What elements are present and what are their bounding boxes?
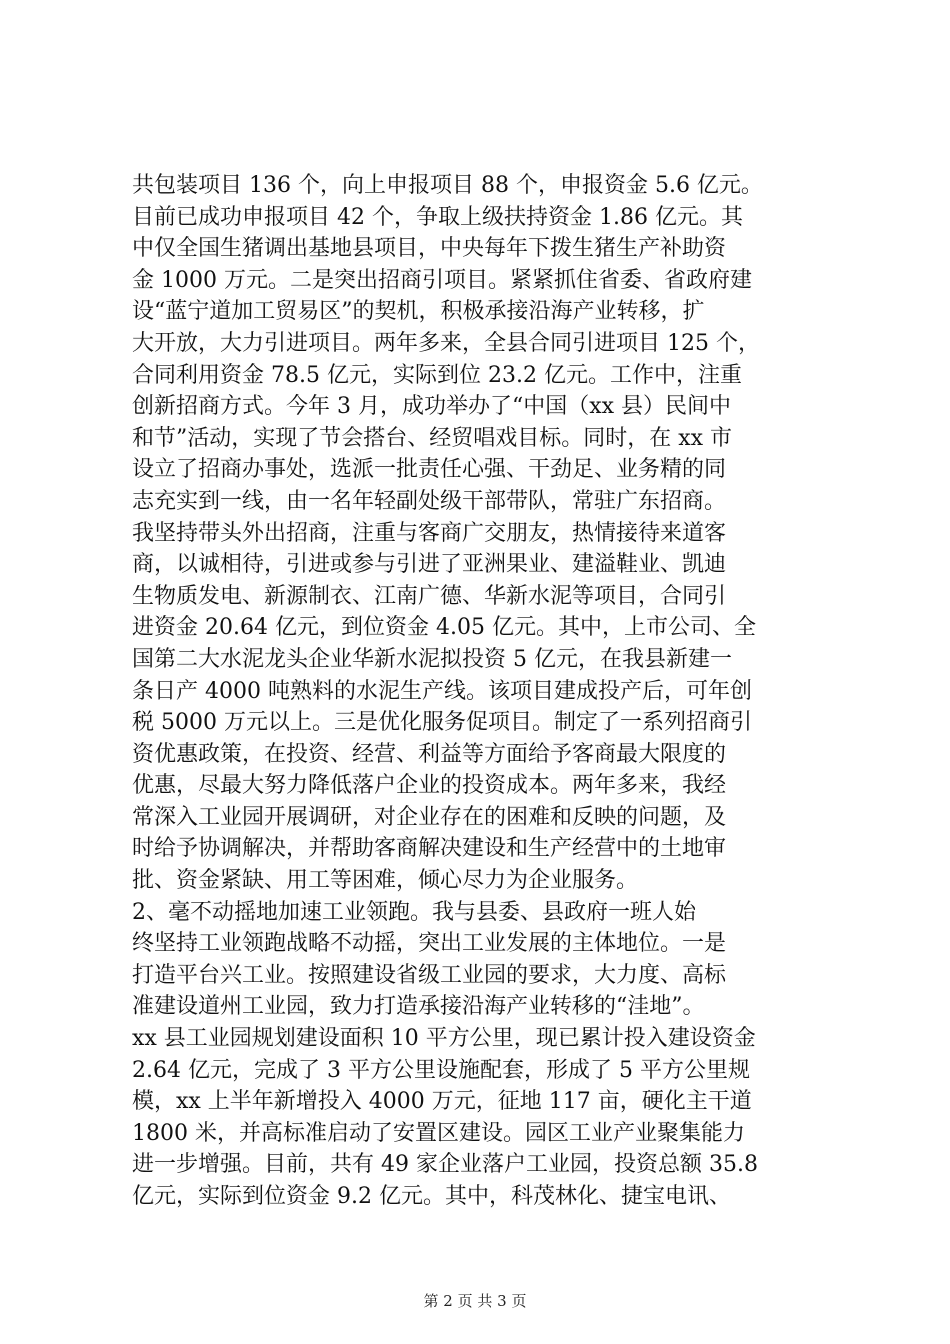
text-line: 常深入工业园开展调研，对企业存在的困难和反映的问题，及 <box>132 804 727 830</box>
text-line: 2、毫不动摇地加速工业领跑。我与县委、县政府一班人始 <box>132 899 696 925</box>
text-line: 条日产 4000 吨熟料的水泥生产线。该项目建成投产后，可年创 <box>132 678 752 704</box>
text-line: 时给予协调解决，并帮助客商解决建设和生产经营中的土地审 <box>132 836 727 862</box>
text-line: 中仅全国生猪调出基地县项目，中央每年下拨生猪生产补助资 <box>132 236 727 262</box>
text-line: 国第二大水泥龙头企业华新水泥拟投资 5 亿元，在我县新建一 <box>132 646 732 672</box>
text-line: 资优惠政策，在投资、经营、利益等方面给予客商最大限度的 <box>132 741 727 767</box>
text-line: 2.64 亿元，完成了 3 平方公里设施配套，形成了 5 平方公里规 <box>132 1057 750 1083</box>
text-line: 终坚持工业领跑战略不动摇，突出工业发展的主体地位。一是 <box>132 931 727 957</box>
text-line: 准建设道州工业园，致力打造承接沿海产业转移的“洼地”。 <box>132 994 705 1020</box>
text-line: 设立了招商办事处，选派一批责任心强、干劲足、业务精的同 <box>132 457 727 483</box>
page-footer: 第 2 页 共 3 页 <box>423 1292 527 1310</box>
text-line: 大开放，大力引进项目。两年多来，全县合同引进项目 125 个， <box>132 330 760 356</box>
text-line: 金 1000 万元。二是突出招商引项目。紧紧抓住省委、省政府建 <box>132 267 752 293</box>
text-line: 批、资金紧缺、用工等困难，倾心尽力为企业服务。 <box>132 868 639 894</box>
text-line: 目前已成功申报项目 42 个，争取上级扶持资金 1.86 亿元。其 <box>132 204 743 230</box>
text-line: 商，以诚相待，引进或参与引进了亚洲果业、建溢鞋业、凯迪 <box>132 552 727 578</box>
text-line: 共包装项目 136 个，向上申报项目 88 个，申报资金 5.6 亿元。 <box>132 173 763 198</box>
text-line: 优惠，尽最大努力降低落户企业的投资成本。两年多来，我经 <box>132 773 727 799</box>
text-line: 进一步增强。目前，共有 49 家企业落户工业园，投资总额 35.8 <box>132 1152 758 1178</box>
text-line: 亿元，实际到位资金 9.2 亿元。其中，科茂林化、捷宝电讯、 <box>132 1184 731 1209</box>
text-line: 志充实到一线，由一名年轻副处级干部带队，常驻广东招商。 <box>132 488 727 514</box>
text-line: 模，xx 上半年新增投入 4000 万元，征地 117 亩，硬化主干道 <box>132 1089 752 1115</box>
text-line: 税 5000 万元以上。三是优化服务促项目。制定了一系列招商引 <box>132 710 752 736</box>
text-line: 合同利用资金 78.5 亿元，实际到位 23.2 亿元。工作中，注重 <box>132 362 742 388</box>
text-line: 设“蓝宁道加工贸易区”的契机，积极承接沿海产业转移，扩 <box>132 299 705 325</box>
text-line: 创新招商方式。今年 3 月，成功举办了“中国（xx 县）民间中 <box>132 394 732 420</box>
text-line: xx 县工业园规划建设面积 10 平方公里，现已累计投入建设资金 <box>132 1026 756 1052</box>
text-line: 我坚持带头外出招商，注重与客商广交朋友，热情接待来道客 <box>132 520 727 546</box>
text-line: 1800 米，并高标准启动了安置区建设。园区工业产业聚集能力 <box>132 1120 745 1146</box>
text-line: 和节”活动，实现了节会搭台、经贸唱戏目标。同时，在 xx 市 <box>132 425 733 451</box>
text-line: 进资金 20.64 亿元，到位资金 4.05 亿元。其中，上市公司、全 <box>132 615 756 641</box>
text-line: 生物质发电、新源制衣、江南广德、华新水泥等项目，合同引 <box>132 583 727 609</box>
body-text <box>132 170 832 1213</box>
text-line: 打造平台兴工业。按照建设省级工业园的要求，大力度、高标 <box>132 962 727 988</box>
